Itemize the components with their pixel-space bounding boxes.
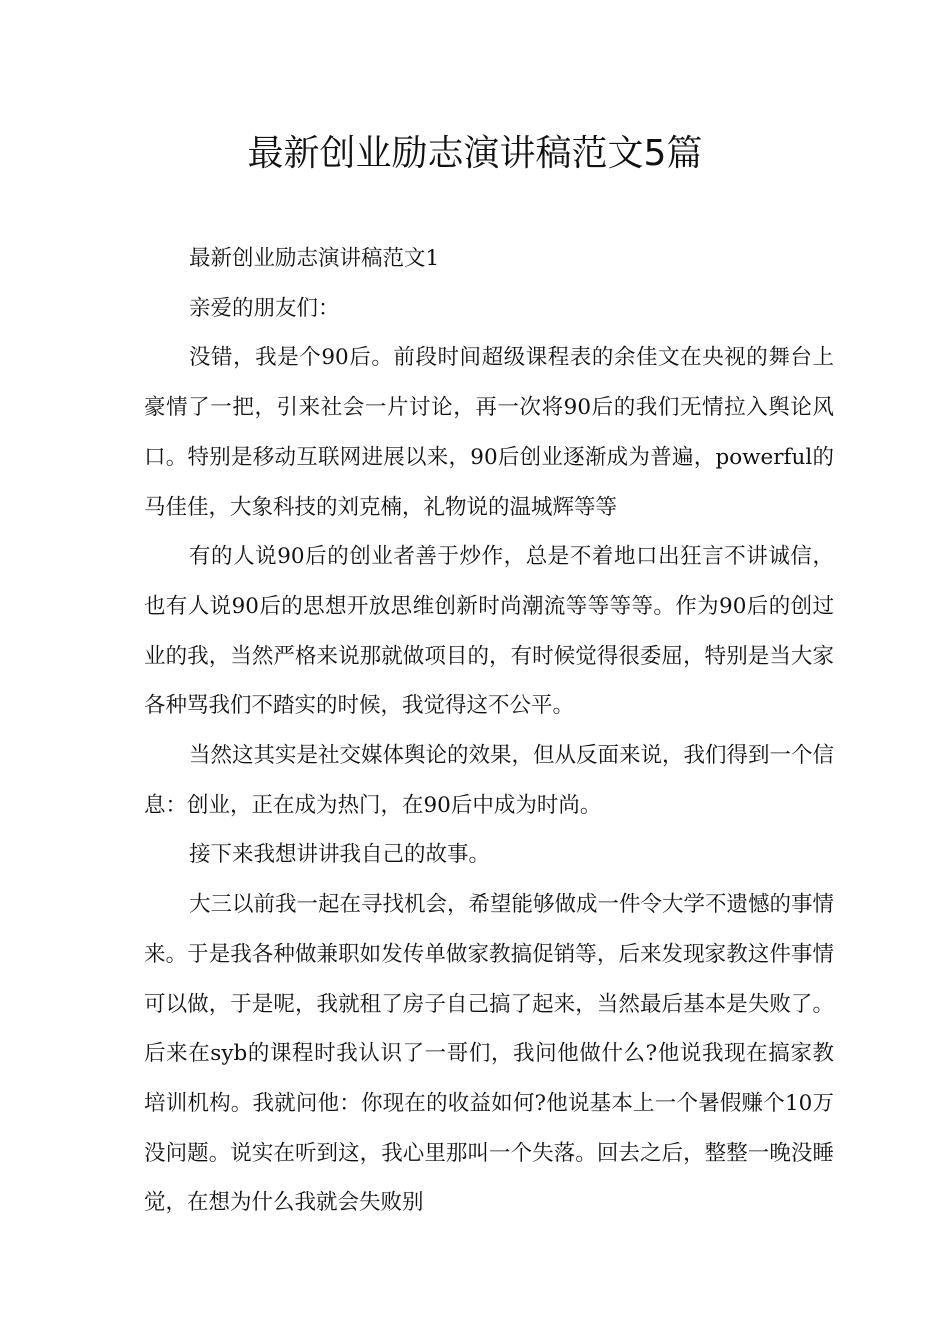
document-body — [144, 234, 834, 1228]
paragraph: 有的人说90后的创业者善于炒作，总是不着地口出狂言不讲诚信，也有人说90后的思想开放思维创新时尚潮流等等等等。作为90后的创过业的我，当然严格来说那就做项目的，有时候觉得很委屈，特别是当大家各种骂我们不踏实的时候，我觉得这不公平。 — [144, 544, 834, 719]
paragraph-greeting: 亲爱的朋友们： — [189, 295, 340, 321]
document-title: 最新创业励志演讲稿范文5篇 — [247, 133, 703, 174]
paragraph: 没错，我是个90后。前段时间超级课程表的余佳文在央视的舞台上豪情了一把，引来社会一片讨论，再一次将90后的我们无情拉入舆论风口。特别是移动互联网进展以来，90后创业逐渐成为普遍，powerful的马佳佳，大象科技的刘克楠，礼物说的温城辉等等 — [144, 345, 834, 520]
paragraph: 大三以前我一起在寻找机会，希望能够做成一件令大学不遗憾的事情来。于是我各种做兼职如发传单做家教搞促销等，后来发现家教这件事情可以做，于是呢，我就租了房子自己搞了起来，当然最后基本是失败了。后来在syb的课程时我认识了一哥们，我问他做什么?他说我现在搞家教培训机构。我就问他：你现在的收益如何?他说基本上一个暑假赚个10万没问题。说实在听到这，我心里那叫一个失落。回去之后，整整一晚没睡觉，在想为什么我就会失败别 — [144, 892, 835, 1216]
paragraph: 当然这其实是社交媒体舆论的效果，但从反面来说，我们得到一个信息：创业，正在成为热门，在90后中成为时尚。 — [144, 743, 835, 818]
paragraph-heading: 最新创业励志演讲稿范文1 — [189, 246, 440, 271]
paragraph: 接下来我想讲讲我自己的故事。 — [189, 842, 491, 868]
